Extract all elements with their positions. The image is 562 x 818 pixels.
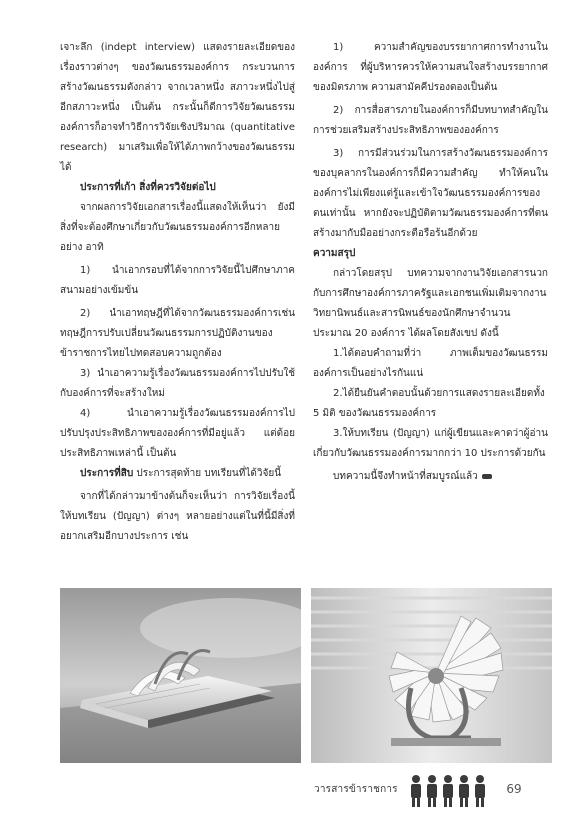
list-item: 3) การมีส่วนร่วมในการสร้างวัฒนธรรมองค์การของบุคลากรในองค์การก็มีความสำคัญ ทำให้คนในองค์การไม่เพียงแต่รู้และเข้าใจวัฒนธรรมองค์การของตนเท่านั้น หากยังจะปฏิบัติตามวัฒนธรรมองค์การที่ตนสร้างมากับมืออย่างกระตือรือร้นอีกด้วย [313, 148, 548, 239]
list-item: 3.ให้บทเรียน (ปัญญา) แก่ผู้เขียนและคาดว่าผู้อ่านเกี่ยวกับวัฒนธรรมองค์การมากกว่า 10 ประการด้วยกัน [313, 428, 548, 459]
desk-calendar-icon [60, 588, 301, 763]
paragraph: จากผลการวิจัยเอกสารเรื่องนี้แสดงให้เห็นว่า ยังมีสิ่งที่จะต้องศึกษาเกี่ยวกับวัฒนธรรมองค์การอีกหลายอย่าง อาทิ [60, 202, 295, 253]
page-number: 69 [506, 782, 522, 796]
list-item: 2) การสื่อสารภายในองค์การก็มีบทบาทสำคัญในการช่วยเสริมสร้างประสิทธิภาพขององค์การ [313, 105, 548, 136]
list-item: 1) นำเอากรอบที่ได้จากการวิจัยนี้ไปศึกษาภาคสนามอย่างเข้มข้น [60, 265, 295, 296]
section-heading-ninth: ประการที่เก้า สิ่งที่ควรวิจัยต่อไป [80, 182, 216, 193]
closing-line [313, 467, 548, 487]
list-item: 2) นำเอาทฤษฎีที่ได้จากวัฒนธรรมองค์การเช่น ทฤษฎีการปรับเปลี่ยนวัฒนธรรมการปฏิบัติงานของข้าราชการไทยไปทดสอบความถูกต้อง [60, 308, 295, 359]
list-item: 4) นำเอาความรู้เรื่องวัฒนธรรมองค์การไปปรับปรุงประสิทธิภาพขององค์การที่มีอยู่แล้ว แต่ด้อยประสิทธิภาพเหล่านี้ เป็นต้น [60, 408, 295, 459]
list-item: 2.ได้ยืนยันคำตอบนั้นด้วยการแสดงรายละเอียดทั้ง 5 มิติ ของวัฒนธรรมองค์การ [313, 388, 545, 419]
list-item: 3) นำเอาความรู้เรื่องวัฒนธรรมองค์การไปปรับใช้กับองค์การที่จะสร้างใหม่ [60, 368, 295, 399]
closing-text: บทความนี้จึงทำหน้าที่สมบูรณ์แล้ว [333, 471, 478, 482]
section-heading-label: ประการที่สิบ [80, 468, 134, 479]
rotary-card-file-icon [311, 588, 552, 763]
paragraph: กล่าวโดยสรุป บทความจากงานวิจัยเอกสารนวกกับการศึกษาองค์การภาครัฐและเอกชนเพิ่มเติมจากงานวิทยานิพนธ์และสารนิพนธ์ของนักศึกษาจำนวนประมาณ 20 องค์การ ได้ผลโดยสังเขป ดังนี้ [313, 268, 548, 339]
journal-title: วารสารข้าราชการ [314, 784, 398, 795]
paragraph: เจาะลึก (indept interview) แสดงรายละเอียดของเรื่องราวต่างๆ ของวัฒนธรรมองค์การ กระบวนการสร้างวัฒนธรรมดังกล่าว จากเวลาหนึ่ง สภาวะหนึ่งไปสู่อีกสภาวะหนึ่ง เป็นต้น กระนั้นก็ดีการวิจัยวัฒนธรรมองค์การก็อาจทำวิธีการวิจัยเชิงปริมาณ (quantitative research) มาเสริมเพื่อให้ได้ภาพกว้างของวัฒนธรรมได้ [60, 42, 295, 173]
rotary-card-file-photo [311, 588, 552, 763]
section-heading-text: ประการสุดท้าย บทเรียนที่ได้วิจัยนี้ [133, 468, 282, 479]
paragraph: จากที่ได้กล่าวมาข้างต้นก็จะเห็นว่า การวิจัยเรื่องนี้ให้บทเรียน (ปัญญา) ต่างๆ หลายอย่างแต่ในที่นี้มีสิ่งที่อยากเสริมอีกบางประการ เช่น [60, 491, 295, 542]
end-mark-icon [482, 474, 492, 479]
list-item: 1) ความสำคัญของบรรยากาศการทำงานในองค์การ ที่ผู้บริหารควรให้ความสนใจสร้างบรรยากาศของมิตรภาพ ความสามัคคีปรองดองเป็นต้น [313, 42, 548, 93]
desk-calendar-photo [60, 588, 301, 763]
left-column [60, 38, 295, 547]
list-item: 1.ได้ตอบคำถามที่ว่า ภาพเต็มของวัฒนธรรมองค์การเป็นอย่างไรกันแน่ [313, 348, 548, 379]
people-silhouette-icon [408, 774, 500, 808]
page-footer [300, 768, 562, 818]
section-heading-conclusion: ความสรุป [313, 248, 356, 259]
section-heading-tenth [60, 464, 295, 484]
right-column [313, 38, 548, 487]
